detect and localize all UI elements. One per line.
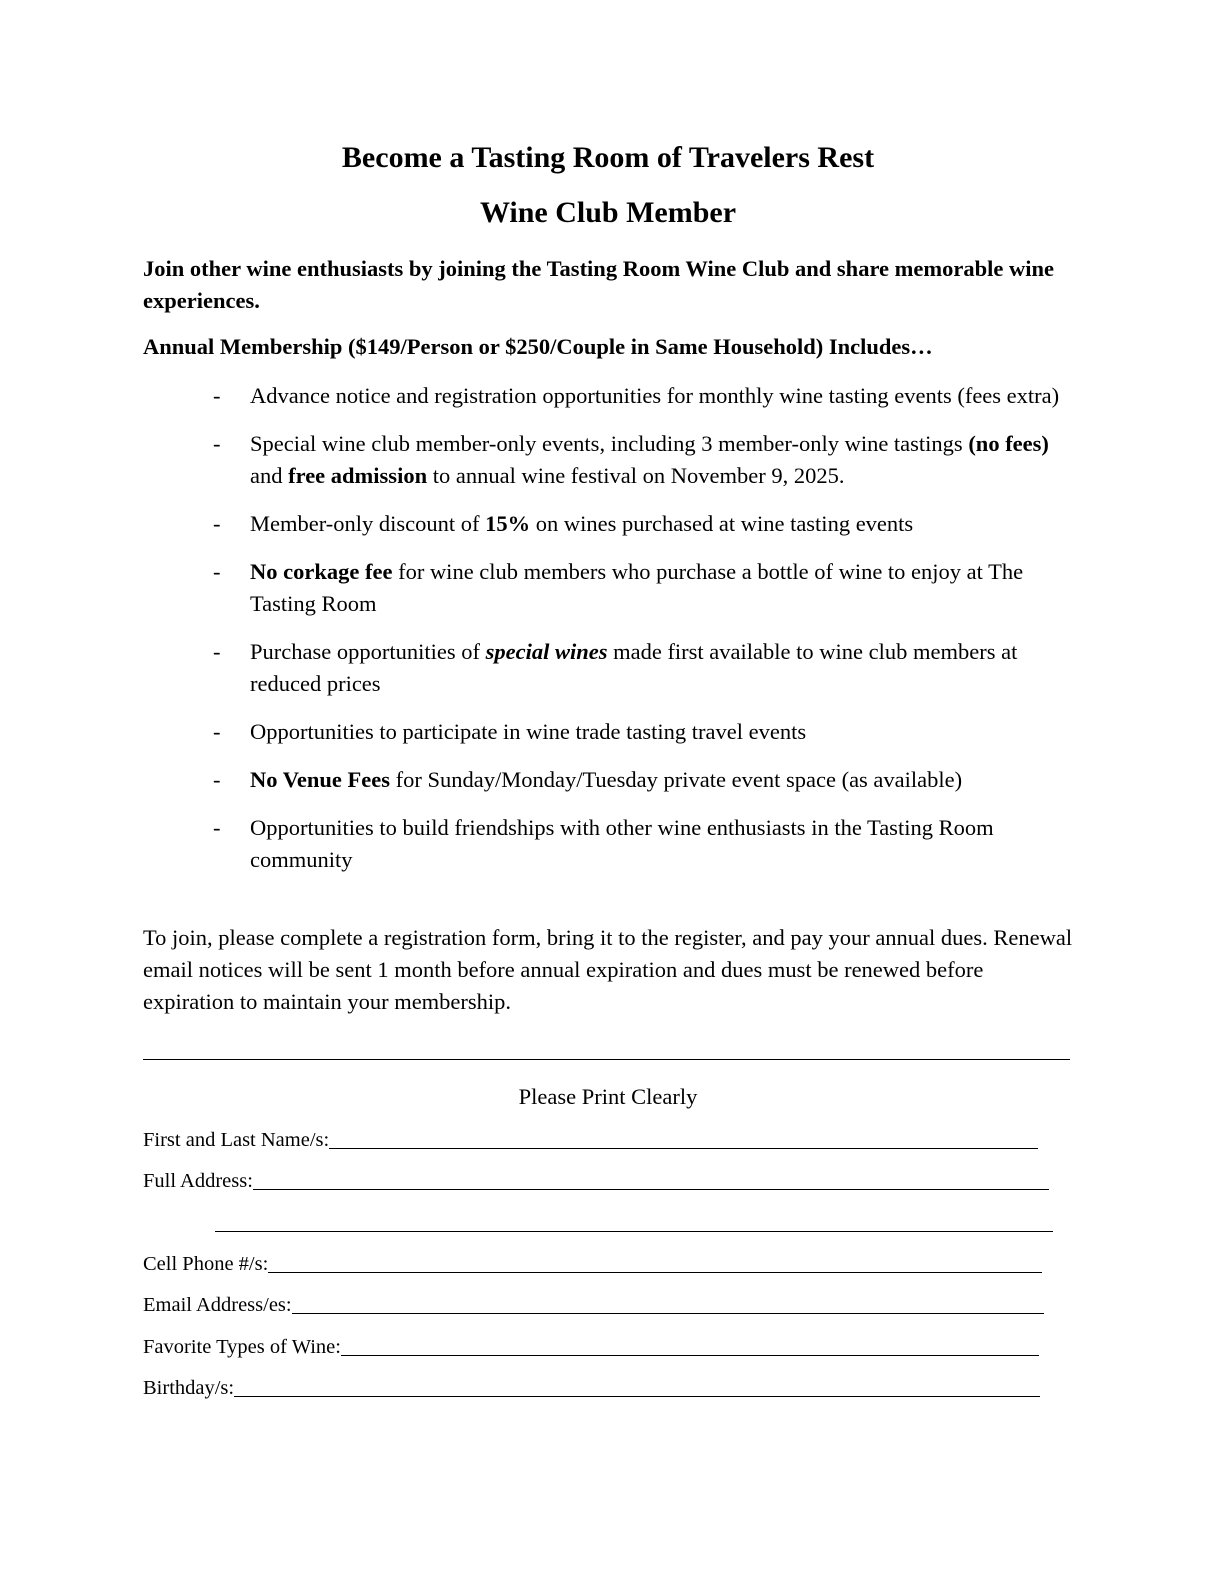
- benefit-item: [143, 556, 1073, 620]
- benefit-item: [143, 380, 1073, 412]
- email-label: Email Address/es:: [143, 1294, 292, 1316]
- benefit-item: [143, 636, 1073, 700]
- benefits-list: [143, 380, 1073, 892]
- benefit-text: and: [250, 463, 289, 488]
- benefit-text: Member-only discount of: [250, 511, 486, 536]
- benefit-emphasis: No corkage fee: [250, 559, 393, 584]
- dash-bullet-icon: -: [213, 815, 221, 840]
- benefit-text: for Sunday/Monday/Tuesday private event space (as available): [390, 767, 963, 792]
- section-divider: [143, 1059, 1070, 1060]
- phone-input-line[interactable]: [268, 1272, 1042, 1273]
- email-field: [143, 1291, 1044, 1319]
- name-field: [143, 1126, 1038, 1154]
- benefit-text: Opportunities to participate in wine trade tasting travel events: [250, 719, 807, 744]
- address-input-line[interactable]: [253, 1189, 1049, 1190]
- benefit-item: [143, 716, 1073, 748]
- address-label: Full Address:: [143, 1170, 253, 1192]
- title-line-2: Wine Club Member: [479, 196, 737, 229]
- benefit-text: to annual wine festival on November 9, 2025.: [427, 463, 845, 488]
- benefit-emphasis: free admission: [288, 463, 428, 488]
- dash-bullet-icon: -: [213, 383, 221, 408]
- dash-bullet-icon: -: [213, 719, 221, 744]
- benefit-emphasis: 15%: [485, 511, 531, 536]
- benefit-item: [143, 428, 1073, 492]
- phone-label: Cell Phone #/s:: [143, 1253, 269, 1275]
- title-line-1: Become a Tasting Room of Travelers Rest: [341, 141, 875, 174]
- email-input-line[interactable]: [292, 1313, 1044, 1314]
- benefit-text: Purchase opportunities of: [250, 639, 486, 664]
- intro-text: Join other wine enthusiasts by joining the Tasting Room Wine Club and share memorable wine experiences.: [143, 256, 1054, 313]
- benefit-text: made first available to wine club members at reduced prices: [250, 639, 1018, 696]
- benefit-text: Special wine club member-only events, including 3 member-only wine tastings: [250, 431, 969, 456]
- favorite-wine-field: [143, 1333, 1039, 1361]
- name-input-line[interactable]: [329, 1148, 1038, 1149]
- benefit-emphasis: special wines: [485, 639, 608, 664]
- benefit-text: for wine club members who purchase a bottle of wine to enjoy at The Tasting Room: [250, 559, 1024, 616]
- benefit-text: Advance notice and registration opportunities for monthly wine tasting events (fees extra): [250, 383, 1060, 408]
- favorite-wine-label: Favorite Types of Wine:: [143, 1336, 341, 1358]
- address-line-2-field: [215, 1209, 1053, 1237]
- phone-field: [143, 1250, 1042, 1278]
- birthday-input-line[interactable]: [234, 1396, 1040, 1397]
- dash-bullet-icon: -: [213, 511, 221, 536]
- dash-bullet-icon: -: [213, 559, 221, 584]
- address-line-2-input-line[interactable]: [215, 1231, 1053, 1232]
- name-label: First and Last Name/s:: [143, 1129, 330, 1151]
- benefit-text: on wines purchased at wine tasting events: [530, 511, 914, 536]
- join-instructions: To join, please complete a registration form, bring it to the register, and pay your annual dues. Renewal email notices will be sent 1 month before annual expiration and dues must be renewed before expiration to maintain your membership.: [143, 925, 1073, 1014]
- benefit-text: Opportunities to build friendships with other wine enthusiasts in the Tasting Room community: [250, 815, 994, 872]
- birthday-label: Birthday/s:: [143, 1377, 235, 1399]
- membership-heading: Annual Membership ($149/Person or $250/Couple in Same Household) Includes…: [143, 334, 933, 359]
- birthday-field: [143, 1374, 1040, 1402]
- dash-bullet-icon: -: [213, 639, 221, 664]
- favorite-wine-input-line[interactable]: [341, 1355, 1039, 1356]
- benefit-item: [143, 508, 1073, 540]
- address-field: [143, 1167, 1049, 1195]
- dash-bullet-icon: -: [213, 767, 221, 792]
- benefit-item: [143, 764, 1073, 796]
- benefit-emphasis: No Venue Fees: [250, 767, 390, 792]
- dash-bullet-icon: -: [213, 431, 221, 456]
- benefit-emphasis: (no fees): [968, 431, 1049, 456]
- print-clearly-instruction: Please Print Clearly: [518, 1084, 698, 1109]
- benefit-item: [143, 812, 1073, 876]
